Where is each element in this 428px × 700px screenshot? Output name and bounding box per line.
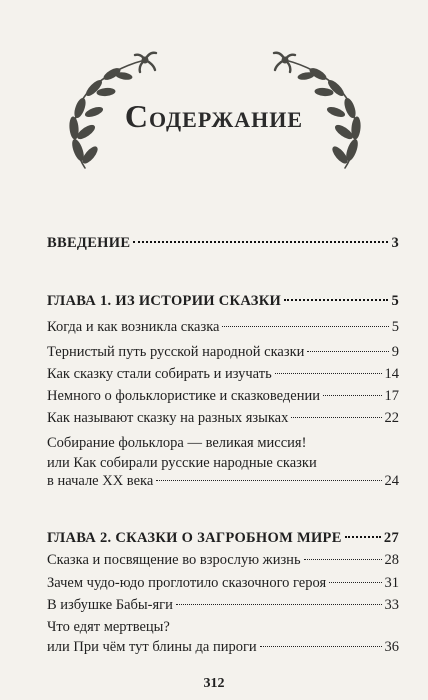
dot-leader (291, 417, 381, 418)
toc-item-line: Что едят мертвецы? (47, 619, 170, 635)
toc-item[interactable] (47, 638, 399, 656)
toc-page-number: 5 (391, 319, 399, 335)
toc-page-number: 33 (384, 597, 399, 613)
toc-entry-label: Немного о фольклористике и сказковедении (47, 388, 321, 404)
dot-leader (329, 582, 381, 583)
toc-entry-label: ГЛАВА 1. ИЗ ИСТОРИИ СКАЗКИ (47, 293, 282, 309)
toc-page-number: 14 (384, 366, 399, 382)
toc-item[interactable] (47, 596, 399, 614)
toc-page-number: 36 (384, 639, 399, 655)
dot-leader (307, 351, 388, 352)
toc-page-number: 31 (384, 575, 399, 591)
dot-leader (222, 326, 388, 327)
toc-item[interactable] (47, 409, 399, 427)
dot-leader (284, 299, 388, 301)
dot-leader (133, 241, 388, 243)
toc-item[interactable] (47, 318, 399, 336)
toc-item[interactable] (47, 365, 399, 383)
page-title: Содержание (124, 98, 304, 134)
toc-item[interactable] (47, 343, 399, 361)
dot-leader (260, 646, 382, 647)
dot-leader (176, 604, 382, 605)
page-number: 312 (203, 676, 225, 691)
toc-entry-label: в начале XX века (47, 473, 154, 489)
dot-leader (323, 395, 381, 396)
toc-chapter-1[interactable] (47, 292, 399, 310)
toc-entry-label: Когда и как возникла сказка (47, 319, 220, 335)
dot-leader (345, 536, 381, 538)
toc-entry-label: Как называют сказку на разных языках (47, 410, 289, 426)
toc-item-line: или Как собирали русские народные сказки (47, 455, 317, 471)
toc-item[interactable] (47, 472, 399, 490)
toc-page-number: 27 (383, 530, 399, 546)
toc-entry-label: Зачем чудо-юдо проглотило сказочного героя (47, 575, 327, 591)
toc-page-number: 5 (391, 293, 399, 309)
toc-intro[interactable] (47, 234, 399, 252)
toc-item-line: Собирание фольклора — великая миссия! (47, 435, 307, 451)
toc-entry-label: Сказка и посвящение во взрослую жизнь (47, 552, 301, 568)
toc-entry-label: или При чём тут блины да пироги (47, 639, 257, 655)
toc-page-number: 24 (384, 473, 399, 489)
toc-entry-label: ГЛАВА 2. СКАЗКИ О ЗАГРОБНОМ МИРЕ (47, 530, 342, 546)
toc-entry-label: В избушке Бабы-яги (47, 597, 173, 613)
toc-item[interactable] (47, 574, 399, 592)
dot-leader (275, 373, 382, 374)
toc-page-number: 28 (384, 552, 399, 568)
toc-page-number: 22 (384, 410, 399, 426)
dot-leader (156, 480, 381, 481)
toc-item[interactable] (47, 551, 399, 569)
toc-entry-label: Как сказку стали собирать и изучать (47, 366, 272, 382)
toc-item[interactable] (47, 387, 399, 405)
toc-chapter-2[interactable] (47, 529, 399, 547)
dot-leader (304, 559, 382, 560)
toc-page-number: 9 (391, 344, 399, 360)
toc-page-number: 3 (391, 235, 399, 251)
toc-entry-label: ВВЕДЕНИЕ (47, 235, 131, 251)
toc-page-number: 17 (384, 388, 399, 404)
toc-entry-label: Тернистый путь русской народной сказки (47, 344, 305, 360)
